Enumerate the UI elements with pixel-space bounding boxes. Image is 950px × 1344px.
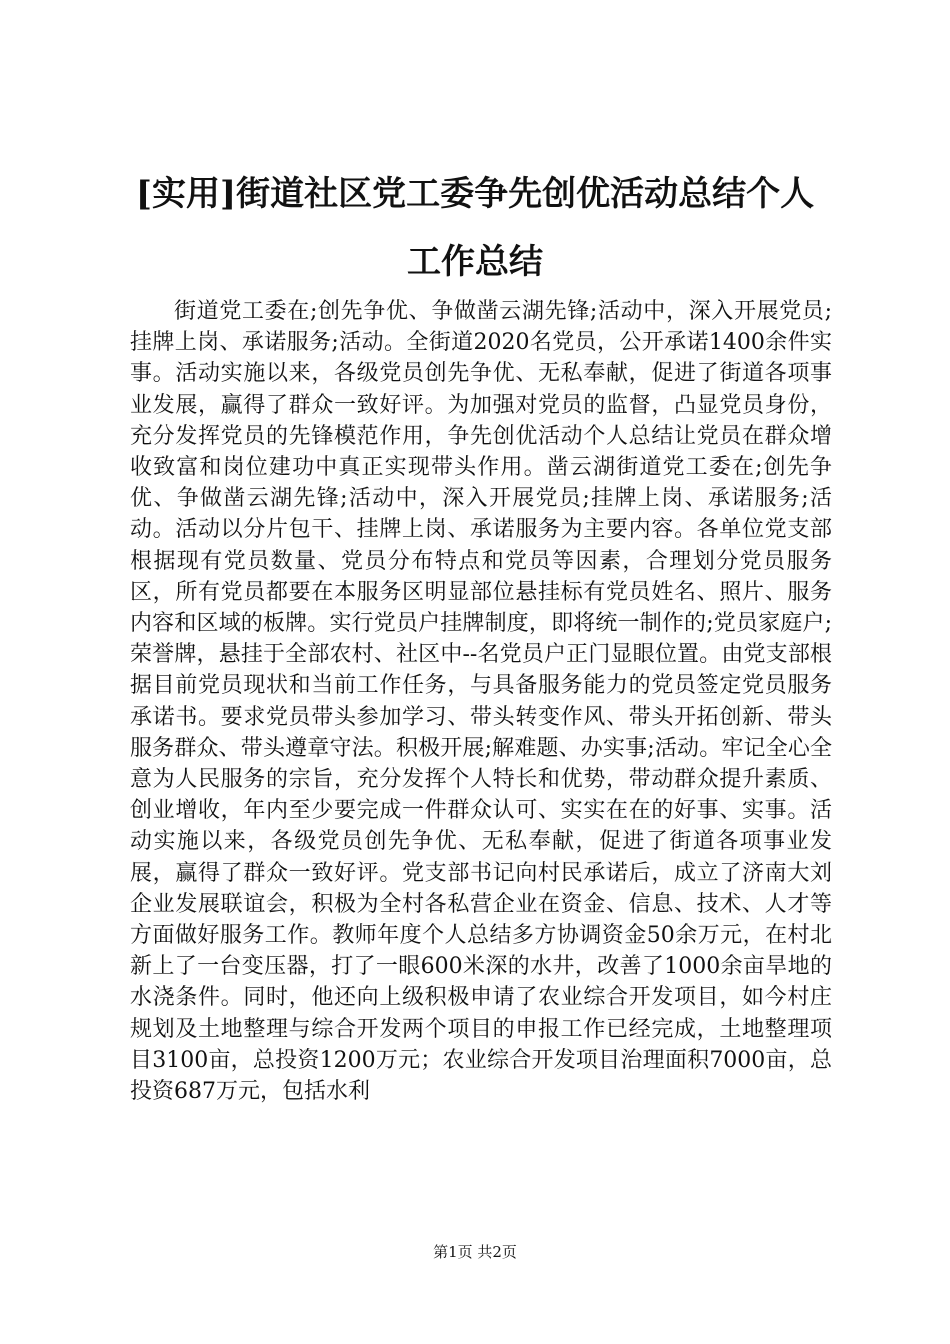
document-body-paragraph: 街道党工委在;创先争优、争做凿云湖先锋;活动中，深入开展党员;挂牌上岗、承诺服务;活动。全街道2020名党员，公开承诺1400余件实事。活动实施以来，各级党员创先争优、无私奉献，促进了街道各项事业发展，赢得了群众一致好评。为加强对党员的监督，凸显党员身份，充分发挥党员的先锋模范作用，争先创优活动个人总结让党员在群众增收致富和岗位建功中真正实现带头作用。凿云湖街道党工委在;创先争优、争做凿云湖先锋;活动中，深入开展党员;挂牌上岗、承诺服务;活动。活动以分片包干、挂牌上岗、承诺服务为主要内容。各单位党支部根据现有党员数量、党员分布特点和党员等因素，合理划分党员服务区，所有党员都要在本服务区明显部位悬挂标有党员姓名、照片、服务内容和区域的板牌。实行党员户挂牌制度，即将统一制作的;党员家庭户;荣誉牌，悬挂于全部农村、社区中--名党员户正门显眼位置。由党支部根据目前党员现状和当前工作任务，与具备服务能力的党员签定党员服务承诺书。要求党员带头参加学习、带头转变作风、带头开拓创新、带头服务群众、带头遵章守法。积极开展;解难题、办实事;活动。牢记全心全意为人民服务的宗旨，充分发挥个人特长和优势，带动群众提升素质、创业增收，年内至少要完成一件群众认可、实实在在的好事、实事。活动实施以来，各级党员创先争优、无私奉献，促进了街道各项事业发展，赢得了群众一致好评。党支部书记向村民承诺后，成立了济南大刘企业发展联谊会，积极为全村各私营企业在资金、信息、技术、人才等方面做好服务工作。教师年度个人总结多方协调资金50余万元，在村北新上了一台变压器，打了一眼600米深的水井，改善了1000余亩旱地的水浇条件。同时，他还向上级积极申请了农业综合开发项目，如今村庄规划及土地整理与综合开发两个项目的申报工作已经完成，土地整理项目3100亩，总投资1200万元；农业综合开发项目治理面积7000亩，总投资687万元，包括水利: [130, 299, 832, 1105]
page-number-footer: 第1页 共2页: [433, 1243, 517, 1261]
document-title: [实用]街道社区党工委争先创优活动总结个人工作总结: [135, 174, 815, 282]
